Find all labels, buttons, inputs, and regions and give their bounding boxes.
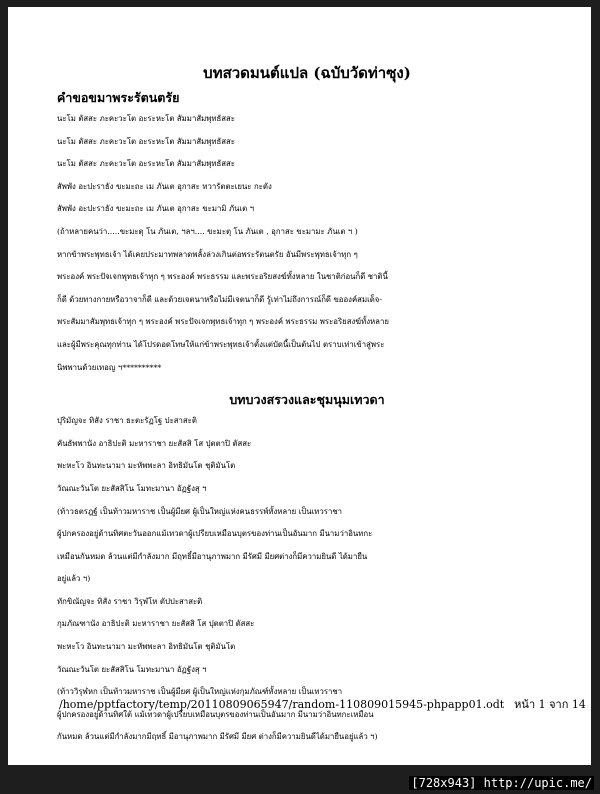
text-line: ก็ดี ด้วยทางกายหรือวาจาก็ดี และด้วยเจตนาหรือไม่มีเจตนาก็ดี รู้เท่าไม่ถึงการณ์ก็ดี ขอองค์สมเด็จ-	[57, 294, 383, 304]
text-line: พระองค์ พระปัจเจกพุทธเจ้าทุก ๆ พระองค์ พระธรรม และพระอริยสงฆ์ทั้งหลาย ในชาติก่อนก็ดี ชาตินี้	[57, 272, 388, 282]
text-line: หากข้าพระพุทธเจ้า ได้เคยประมาทพลาดพลั้งล่วงเกินต่อพระรัตนตรัย อันมีพระพุทธเจ้าทุก ๆ	[57, 249, 358, 259]
text-line: ทักขิณัญจะ ทิสัง ราชา วิรุฬโห ตัปปะสาสะติ	[57, 596, 203, 606]
text-line: และผู้มีพระคุณทุกท่าน ได้โปรดอดโทษให้แก่ข้าพระพุทธเจ้าตั้งแต่บัดนี้เป็นต้นไป ตราบเท่าเข้าสู่พระ	[57, 339, 385, 349]
section-heading-devas: บทบวงสรวงและชุมนุมเทวดา	[229, 392, 385, 408]
text-line: (ถ้าหลายคนว่า.....ขะมะตุ โน ภันเต, ฯลฯ.... ขะมะตุ โน ภันเต , อุกาสะ ขะมามะ ภันเต ฯ )	[57, 226, 358, 236]
text-line: กันหมด ล้วนแต่มีกำลังมากมีฤทธิ์ มีอานุภาพมาก มีรัศมี มียศ ต่างก็มีความยินดีได้มายืนอยู่แล้ว ฯ)	[57, 732, 378, 742]
page-footer	[59, 695, 586, 713]
footer-file-path: /home/pptfactory/temp/20110809065947/random-110809015945-phpapp01.odt	[59, 698, 505, 711]
text-line: อยู่แล้ว ฯ)	[57, 574, 91, 584]
text-line: ปุริมัญจะ ทิสัง ราชา ธะตะรัฏโฐ ปะสาสะติ	[57, 416, 197, 426]
image-watermark: [728x943] http://upic.me/	[411, 776, 592, 790]
text-line: วัณณะวันโต ยะสัสสิโน โมทะมานา อัฏฐังสุ ฯ	[57, 664, 207, 674]
text-line: สัพพัง อะปะราธัง ขะมะถะ เม ภันเต อุกาสะ ขะมามิ ภันเต ฯ	[57, 204, 255, 214]
text-line: พะหะโว อินทะนามา มะหัพพะลา อิทธิมันโต ชุติมันโต	[57, 642, 236, 652]
document-page	[8, 7, 591, 765]
footer-page-number: หน้า 1 จาก 14	[514, 698, 586, 711]
text-line: (ท้าววิรุฬหก เป็นท้าวมหาราช เป็นผู้มียศ ผู้เป็นใหญ่แห่งกุมภัณฑ์ทั้งหลาย เป็นเทวราชา	[57, 687, 343, 697]
text-line: กุมภัณฑานัง อาธิปะติ มะหาราชา ยะสัสสิ โส ปุตตาปิ ตัสสะ	[57, 619, 255, 629]
text-line: ผู้ปกครองอยู่ด้านทิศใต้ แม้เทวดาผู้เปรียบเหมือนบุตรของท่านเป็นอันมาก มีนามว่าอินทกะเหมือน	[57, 709, 374, 719]
text-line: เหมือนกันหมด ล้วนแต่มีกำลังมาก มีฤทธิ์มีอานุภาพมาก มีรัศมี มียศต่างก็มีความยินดี ได้มายืน	[57, 551, 368, 561]
text-line: คันธัพพานัง อาธิปะติ มะหาราชา ยะสัสสิ โส ปุตตาปิ ตัสสะ	[57, 438, 252, 448]
text-line: นะโม ตัสสะ ภะคะวะโต อะระหะโต สัมมาสัมพุทธัสสะ	[57, 159, 235, 169]
text-line: พระสัมมาสัมพุทธเจ้าทุก ๆ พระองค์ พระปัจเจกพุทธเจ้าทุก ๆ พระองค์ พระธรรม พระอริยสงฆ์ทั้งหลาย	[57, 317, 389, 327]
text-line: นะโม ตัสสะ ภะคะวะโต อะระหะโต สัมมาสัมพุทธัสสะ	[57, 136, 235, 146]
section-heading-apology: คำขอขมาพระรัตนตรัย	[57, 90, 180, 105]
text-line: วัณณะวันโต ยะสัสสิโน โมทะมานา อัฏฐังสุ ฯ	[57, 483, 207, 493]
text-line: สัพพัง อะปะราธัง ขะมะถะ เม ภันเต อุกาสะ ทวารัตตะเยนะ กะตัง	[57, 181, 272, 191]
section-body-apology	[57, 108, 591, 379]
document-title: บทสวดมนต์แปล (ฉบับวัดท่าซุง)	[203, 64, 411, 82]
text-line: (ท้าวธตรฎฐ์ เป็นท้าวมหาราช เป็นผู้มียศ ผู้เป็นใหญ่แห่งคนธรรพ์ทั้งหลาย เป็นเทวราชา	[57, 506, 342, 516]
text-line: นะโม ตัสสะ ภะคะวะโต อะระหะโต สัมมาสัมพุทธัสสะ	[57, 114, 235, 123]
text-line: พะหะโว อินทะนามา มะหัพพะลา อิทธิมันโต ชุติมันโต	[57, 461, 236, 471]
text-line: ผู้ปกครองอยู่ด้านทิศตะวันออกแม้เทวดาผู้เปรียบเหมือนบุตรของท่านเป็นอันมาก มีนามว่าอินทกะ	[57, 529, 373, 539]
text-line: นิพพานด้วยเทอญ ฯ**********	[57, 362, 162, 372]
